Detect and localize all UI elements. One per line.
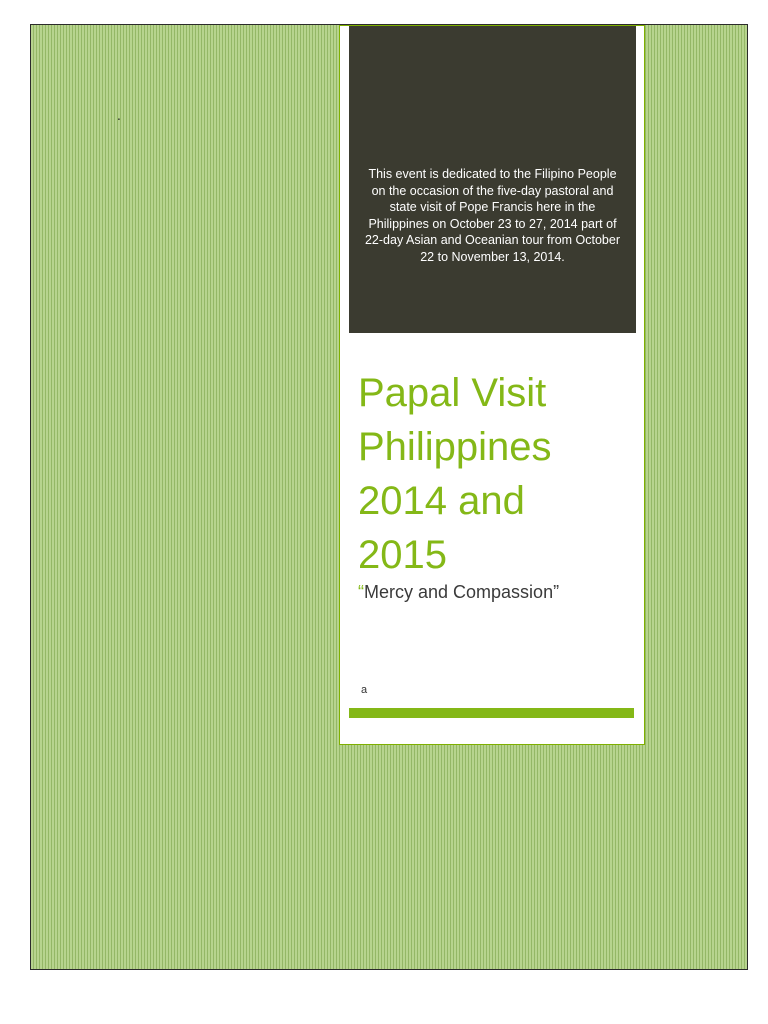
title-line-3: 2014 and (358, 479, 525, 523)
footer-letter: a (361, 684, 368, 696)
title-line-1: Papal Visit (358, 371, 547, 415)
title-line-2: Philippines (358, 425, 552, 469)
accent-bar (349, 708, 634, 718)
stray-mark: . (117, 109, 121, 123)
summary-box (349, 26, 636, 333)
title-line-4: 2015 (358, 533, 447, 577)
document-title (358, 366, 628, 582)
document-subtitle (358, 581, 628, 603)
summary-text: This event is dedicated to the Filipino People on the occasion of the five-day pastoral and state visit of Pope Francis here in the Philippines on October 23 to 27, 2014 part of 22-day Asian and Oceanian tour from October 22 to November 13, 2014. (364, 167, 620, 264)
subtitle-open-quote: “ (358, 582, 364, 602)
title-sidebar-card (339, 25, 645, 745)
subtitle-text: Mercy and Compassion” (364, 582, 560, 602)
